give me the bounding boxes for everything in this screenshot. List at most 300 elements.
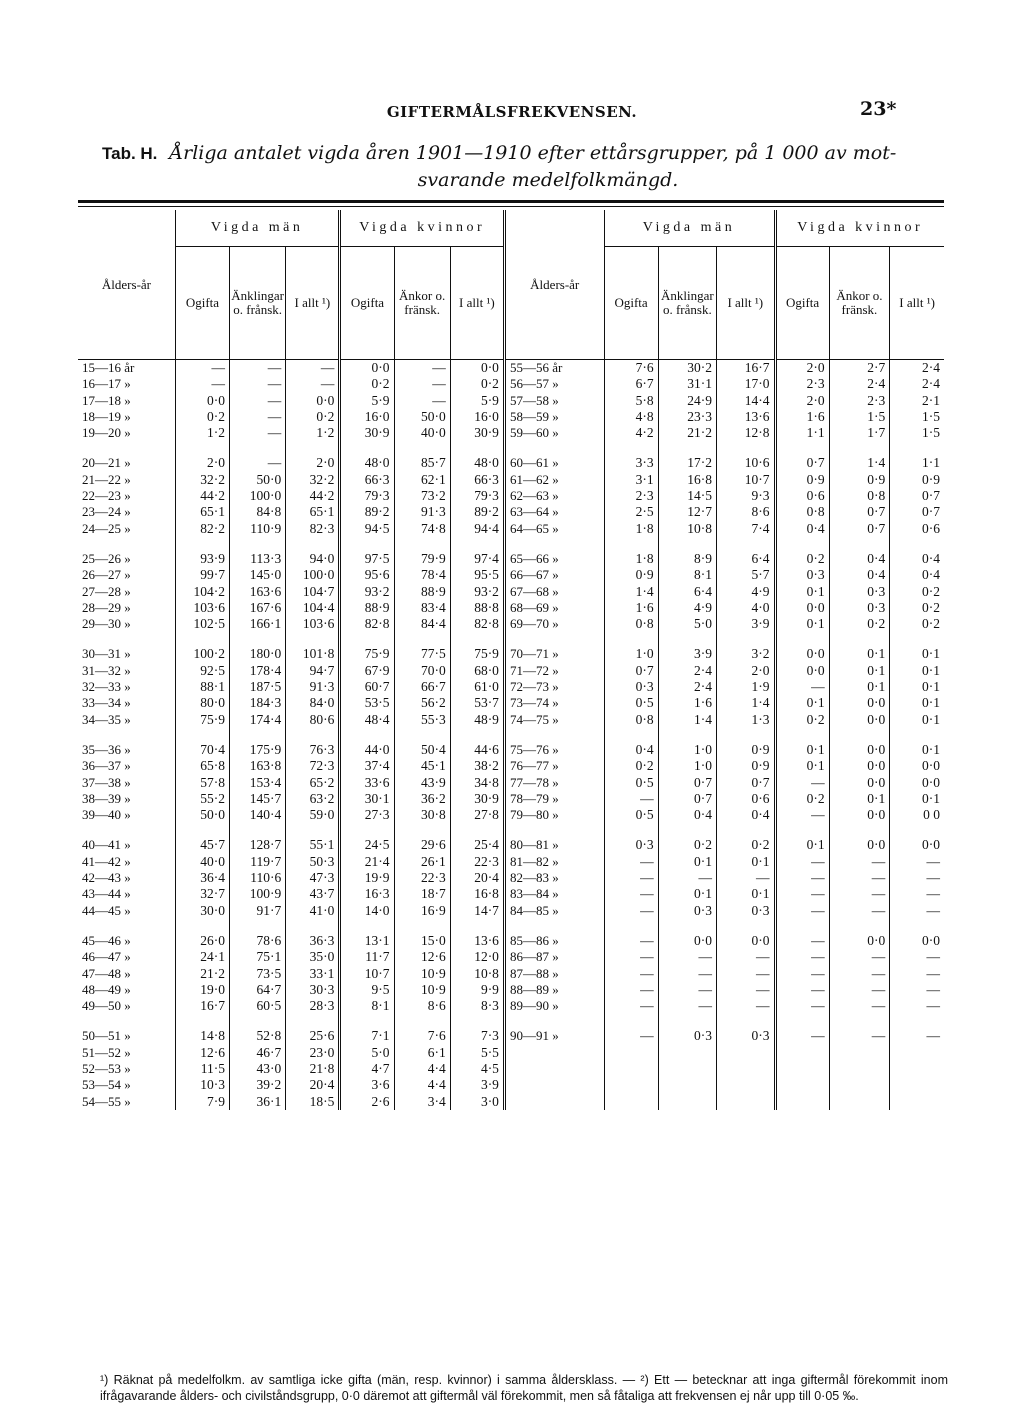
value-cell: 52·8 [230,1028,286,1044]
value-cell: 82·2 [175,521,229,537]
value-cell: 1·6 [604,600,658,616]
value-cell: 30·0 [175,903,229,919]
value-cell: 22·3 [450,854,504,870]
value-cell: 63·2 [286,791,340,807]
age-cell: 77—78 » [504,775,604,791]
value-cell: 1·4 [658,712,716,728]
col-header: I allt ¹) [717,247,775,360]
value-cell [775,1077,829,1093]
value-cell: — [604,903,658,919]
value-cell: 55·1 [286,837,340,853]
value-cell: 59·0 [286,807,340,823]
value-cell: 94·0 [286,551,340,567]
value-cell: — [829,966,890,982]
value-cell: 12·7 [658,504,716,520]
value-cell: 21·8 [286,1061,340,1077]
value-cell: 97·5 [340,551,394,567]
value-cell: 17·2 [658,455,716,471]
value-cell: 24·9 [658,393,716,409]
table-row [78,712,944,728]
value-cell: 30·9 [450,791,504,807]
age-cell: 15—16 år [82,360,135,375]
value-cell: 13·6 [717,409,775,425]
value-cell: — [775,1028,829,1044]
age-cell: 67—68 » [504,584,604,600]
value-cell: 9·9 [450,982,504,998]
table-row [78,360,944,377]
value-cell: — [658,998,716,1014]
value-cell: 82·8 [340,616,394,632]
value-cell: — [604,933,658,949]
value-cell: 26·0 [175,933,229,949]
value-cell: 0·0 [775,600,829,616]
caption-line-2: svarande medelfolkmängd. [417,169,679,191]
age-cell: 79—80 » [504,807,604,823]
group-spacer [78,537,944,551]
value-cell [775,1094,829,1110]
age-cell: 35—36 » [82,741,131,757]
age-cell: 85—86 » [504,933,604,949]
value-cell: 80·6 [286,712,340,728]
group-spacer [78,823,944,837]
value-cell: 5·0 [658,616,716,632]
value-cell: 0·2 [658,837,716,853]
value-cell: — [175,376,229,392]
value-cell: 64·7 [230,982,286,998]
value-cell: 75·9 [175,712,229,728]
value-cell: 0·1 [829,646,890,662]
value-cell: 153·4 [230,775,286,791]
value-cell: — [230,409,286,425]
value-cell: 70·0 [394,663,450,679]
value-cell: 0·0 [829,837,890,853]
value-cell: 56·2 [394,695,450,711]
table-row [78,886,944,902]
table-row [78,1094,944,1110]
value-cell: — [394,393,450,409]
value-cell: 4·4 [394,1061,450,1077]
value-cell: 2·0 [775,393,829,409]
value-cell: 0·0 [658,933,716,949]
value-cell: 8·1 [340,998,394,1014]
value-cell: 47·3 [286,870,340,886]
value-cell: 8·9 [658,551,716,567]
value-cell: 0·0 [775,646,829,662]
value-cell: 0·4 [890,567,944,583]
age-cell: 22—23 » [82,488,131,504]
value-cell: 0·0 [890,758,944,774]
age-cell: 53—54 » [82,1077,131,1093]
age-cell: 58—59 » [504,409,604,425]
age-cell: 49—50 » [82,998,131,1014]
table-row [78,903,944,919]
group-header-men-left: Vigda män [175,210,340,247]
value-cell: 0·4 [658,807,716,823]
value-cell: — [829,854,890,870]
value-cell: 10·8 [450,966,504,982]
value-cell: 3·2 [717,646,775,662]
value-cell: 0·0 [286,393,340,409]
value-cell: 0·8 [775,504,829,520]
value-cell: 10·8 [658,521,716,537]
value-cell: 50·3 [286,854,340,870]
running-title: GIFTERMÅLSFREKVENSEN. [386,103,638,121]
table-row [78,695,944,711]
value-cell: 23·3 [658,409,716,425]
value-cell: 4·2 [604,425,658,441]
value-cell: 85·7 [394,455,450,471]
value-cell: — [604,949,658,965]
age-cell: 42—43 » [82,870,131,886]
value-cell: — [890,998,944,1014]
top-rule [78,200,944,203]
value-cell: — [775,903,829,919]
value-cell: 0·4 [604,742,658,758]
value-cell: 2·0 [175,455,229,471]
value-cell: 0·3 [604,679,658,695]
value-cell: 35·0 [286,949,340,965]
value-cell: 50·0 [175,807,229,823]
value-cell: 0·9 [775,472,829,488]
value-cell: 0·3 [717,903,775,919]
age-cell: 68—69 » [504,600,604,616]
value-cell: 95·5 [450,567,504,583]
age-cell: 17—18 » [82,392,131,408]
col-header: I allt ¹) [450,247,504,360]
value-cell: 32·7 [175,886,229,902]
value-cell: — [775,807,829,823]
value-cell: 1·8 [604,551,658,567]
value-cell: 88·9 [340,600,394,616]
value-cell: 50·4 [394,742,450,758]
value-cell: 17·0 [717,376,775,392]
value-cell: 6·4 [658,584,716,600]
value-cell: 93·2 [340,584,394,600]
value-cell: 13·6 [450,933,504,949]
value-cell: 0·0 [829,807,890,823]
table-row [78,584,944,600]
value-cell: 48·9 [450,712,504,728]
value-cell: 0·1 [775,695,829,711]
value-cell: — [717,982,775,998]
value-cell: 43·9 [394,775,450,791]
value-cell: 14·8 [175,1028,229,1044]
value-cell: 66·7 [394,679,450,695]
value-cell: 91·7 [230,903,286,919]
value-cell: 38·2 [450,758,504,774]
value-cell: 27·3 [340,807,394,823]
table-row [78,775,944,791]
value-cell: — [890,886,944,902]
value-cell: 53·5 [340,695,394,711]
value-cell: 75·1 [230,949,286,965]
value-cell: 6·1 [394,1045,450,1061]
group-spacer [78,728,944,742]
value-cell: 0·1 [890,663,944,679]
value-cell: 74·8 [394,521,450,537]
value-cell: 0·2 [829,616,890,632]
table-row [78,646,944,662]
value-cell: 10·9 [394,966,450,982]
value-cell [829,1077,890,1093]
value-cell: 5·0 [340,1045,394,1061]
value-cell [717,1094,775,1110]
age-cell: 34—35 » [82,711,131,727]
age-cell: 37—38 » [82,774,131,790]
age-cell: 33—34 » [82,695,131,711]
marriage-frequency-table [78,210,944,1110]
age-cell: 88—89 » [504,982,604,998]
value-cell [658,1094,716,1110]
value-cell: 14·5 [658,488,716,504]
value-cell: — [890,903,944,919]
value-cell: 0·2 [604,758,658,774]
table-row [78,998,944,1014]
value-cell: 4·5 [450,1061,504,1077]
value-cell: — [604,998,658,1014]
value-cell: 1·0 [658,758,716,774]
value-cell: 0·2 [775,551,829,567]
value-cell: 2·4 [658,663,716,679]
value-cell: 78·6 [230,933,286,949]
value-cell: 18·5 [286,1094,340,1110]
value-cell: 1·6 [658,695,716,711]
value-cell: — [775,679,829,695]
age-cell: 71—72 » [504,663,604,679]
age-cell [504,1045,604,1061]
col-header: Änkor o. fränsk. [394,247,450,360]
value-cell: 0·2 [890,584,944,600]
value-cell: 187·5 [230,679,286,695]
age-cell: 47—48 » [82,965,131,981]
value-cell [658,1045,716,1061]
value-cell: 95·6 [340,567,394,583]
age-cell: 65—66 » [504,551,604,567]
value-cell: 13·1 [340,933,394,949]
value-cell: 103·6 [175,600,229,616]
table-row [78,837,944,853]
value-cell: 25·4 [450,837,504,853]
value-cell: 0·2 [175,409,229,425]
value-cell: 10·7 [340,966,394,982]
age-cell: 19—20 » [82,425,131,441]
value-cell: — [775,886,829,902]
value-cell: 92·5 [175,663,229,679]
page-number: 23* [860,98,897,120]
value-cell: — [717,966,775,982]
value-cell: 55·3 [394,712,450,728]
value-cell: 93·9 [175,551,229,567]
age-cell: 24—25 » [82,520,131,536]
value-cell: 1·5 [890,409,944,425]
value-cell: 73·2 [394,488,450,504]
value-cell: 1·5 [890,425,944,441]
age-cell: 40—41 » [82,837,131,853]
value-cell: 0·7 [658,775,716,791]
value-cell: 0·6 [717,791,775,807]
value-cell: 60·7 [340,679,394,695]
value-cell: 1·5 [829,409,890,425]
value-cell: — [775,966,829,982]
value-cell: 75·9 [340,646,394,662]
table-row [78,982,944,998]
value-cell: 91·3 [394,504,450,520]
age-cell: 41—42 » [82,853,131,869]
value-cell: 67·9 [340,663,394,679]
value-cell: 4·0 [717,600,775,616]
value-cell: 1·4 [717,695,775,711]
age-cell: 63—64 » [504,504,604,520]
value-cell: 43·0 [230,1061,286,1077]
value-cell: 65·1 [175,504,229,520]
value-cell [717,1045,775,1061]
value-cell: 167·6 [230,600,286,616]
value-cell: 1·4 [604,584,658,600]
age-cell: 56—57 » [504,376,604,392]
value-cell [829,1061,890,1077]
group-spacer [78,441,944,455]
value-cell: 0·0 [829,695,890,711]
value-cell: 84·8 [230,504,286,520]
value-cell: — [775,870,829,886]
value-cell: 30·2 [658,360,716,377]
table-row [78,742,944,758]
value-cell: 70·4 [175,742,229,758]
value-cell: 4·8 [604,409,658,425]
age-cell: 46—47 » [82,949,131,965]
value-cell: 0·5 [604,775,658,791]
age-cell: 69—70 » [504,616,604,632]
value-cell: 7·4 [717,521,775,537]
age-cell [504,1094,604,1110]
age-cell: 61—62 » [504,472,604,488]
value-cell: 110·9 [230,521,286,537]
value-cell: 30·9 [450,425,504,441]
value-cell: 72·3 [286,758,340,774]
value-cell: 0·0 [340,360,394,377]
value-cell: — [829,903,890,919]
value-cell: 0·6 [890,521,944,537]
value-cell: 110·6 [230,870,286,886]
value-cell: 6·4 [717,551,775,567]
value-cell: 12·0 [450,949,504,965]
value-cell: 80·0 [175,695,229,711]
value-cell: 0·1 [775,584,829,600]
value-cell: 0·2 [775,712,829,728]
value-cell: 48·0 [450,455,504,471]
value-cell: — [829,886,890,902]
value-cell: 0·7 [604,663,658,679]
value-cell: 0·0 [175,393,229,409]
value-cell: 21·2 [175,966,229,982]
table-row [78,679,944,695]
value-cell: 21·2 [658,425,716,441]
col-header: Ogifta [604,247,658,360]
value-cell: — [775,933,829,949]
value-cell: 10·3 [175,1077,229,1093]
col-header: Ogifta [775,247,829,360]
value-cell: 0·4 [829,567,890,583]
value-cell: 0·4 [890,551,944,567]
age-cell: 80—81 » [504,837,604,853]
value-cell: 113·3 [230,551,286,567]
table-row [78,567,944,583]
value-cell: 30·3 [286,982,340,998]
value-cell: 103·6 [286,616,340,632]
value-cell: 163·8 [230,758,286,774]
value-cell: 104·2 [175,584,229,600]
value-cell: 60·5 [230,998,286,1014]
age-cell: 82—83 » [504,870,604,886]
value-cell: — [775,854,829,870]
value-cell: 100·2 [175,646,229,662]
value-cell: — [286,360,340,377]
value-cell: 41·0 [286,903,340,919]
table-row [78,1045,944,1061]
value-cell [658,1077,716,1093]
value-cell: 16·8 [658,472,716,488]
value-cell: 10·6 [717,455,775,471]
value-cell: 7·6 [394,1028,450,1044]
value-cell: 25·6 [286,1028,340,1044]
value-cell: 104·4 [286,600,340,616]
value-cell: 0·2 [450,376,504,392]
value-cell: 3·1 [604,472,658,488]
value-cell: 12·8 [717,425,775,441]
value-cell: 93·2 [450,584,504,600]
group-spacer [78,919,944,933]
value-cell: 0·1 [775,758,829,774]
value-cell: 14·4 [717,393,775,409]
value-cell: 68·0 [450,663,504,679]
value-cell: 0·2 [340,376,394,392]
age-cell: 62—63 » [504,488,604,504]
value-cell: 33·6 [340,775,394,791]
value-cell: 53·7 [450,695,504,711]
value-cell: 44·2 [175,488,229,504]
value-cell: 4·9 [658,600,716,616]
value-cell: 75·9 [450,646,504,662]
value-cell: 3·4 [394,1094,450,1110]
value-cell: 29·6 [394,837,450,853]
value-cell: — [286,376,340,392]
age-cell: 66—67 » [504,567,604,583]
value-cell [775,1061,829,1077]
value-cell: 32·2 [286,472,340,488]
value-cell: 1·6 [775,409,829,425]
table-label: Tab. H. [102,144,158,163]
value-cell: 0·4 [717,807,775,823]
value-cell: 0·7 [890,504,944,520]
value-cell: 88·8 [450,600,504,616]
value-cell: — [604,1028,658,1044]
value-cell: 28·3 [286,998,340,1014]
value-cell: 48·0 [340,455,394,471]
value-cell: 0·3 [829,584,890,600]
age-cell: 54—55 » [82,1093,131,1109]
age-cell: 27—28 » [82,583,131,599]
value-cell [717,1061,775,1077]
table-row [78,854,944,870]
value-cell: — [604,886,658,902]
value-cell: 6·7 [604,376,658,392]
value-cell: 1·2 [286,425,340,441]
table-row [78,758,944,774]
age-cell: 51—52 » [82,1044,131,1060]
age-cell: 90—91 » [504,1028,604,1044]
value-cell: 0·7 [717,775,775,791]
value-cell: 2·5 [604,504,658,520]
